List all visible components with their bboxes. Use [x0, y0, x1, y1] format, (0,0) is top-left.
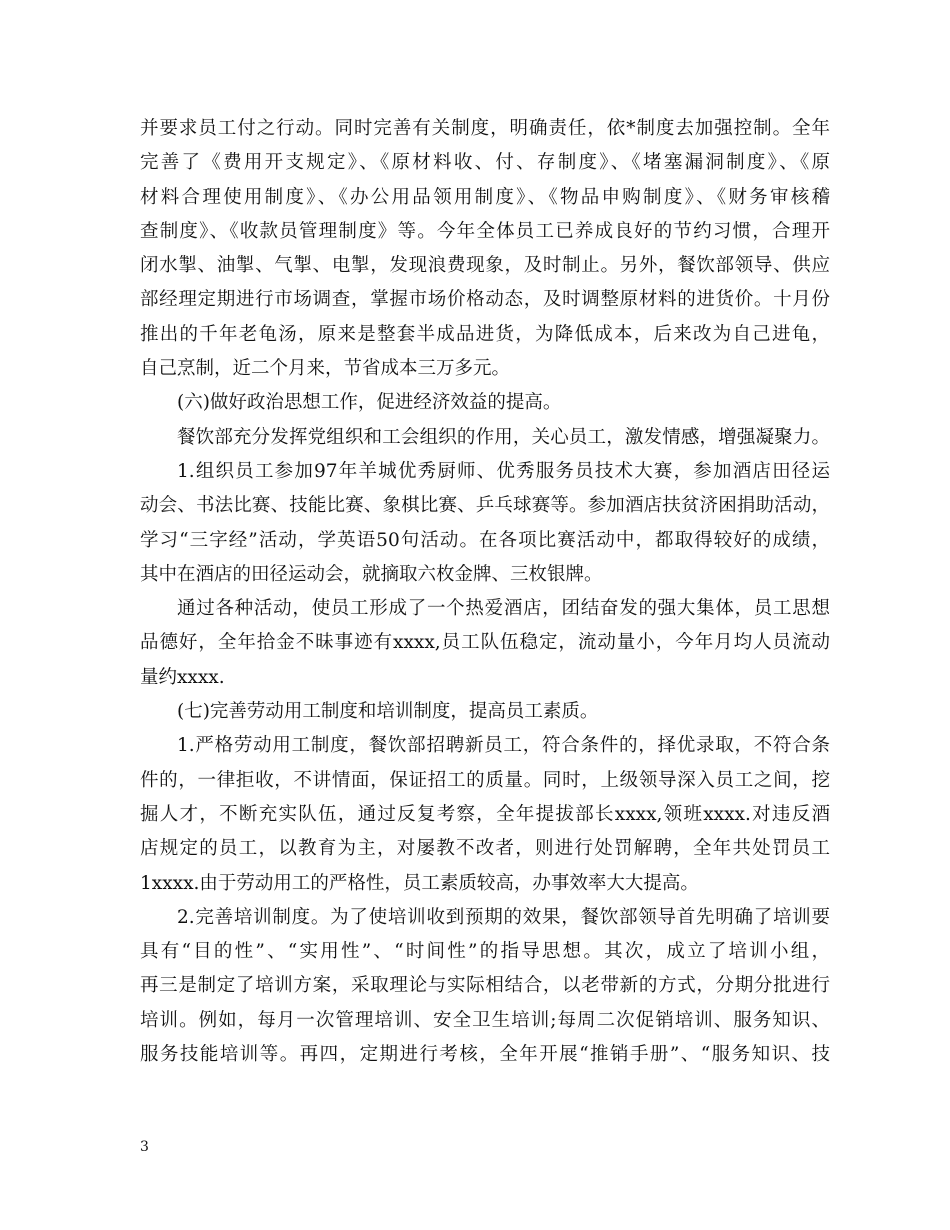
text-line: 具有“目的性”、“实用性”、“时间性”的指导思想。其次，成立了培训小组， [140, 941, 830, 963]
text-line: 再三是制定了培训方案，采取理论与实际相结合，以老带新的方式，分期分批进行 [140, 975, 830, 997]
text-line: 推出的千年老龟汤，原来是整套半成品进货，为降低成本，后来改为自己进龟， [140, 323, 830, 345]
text-line: 2.完善培训制度。为了使培训收到预期的效果，餐饮部领导首先明确了培训要 [177, 906, 830, 928]
text-line: 店规定的员工，以教育为主，对屡教不改者，则进行处罚解聘，全年共处罚员工 [140, 838, 830, 860]
text-line: 1.组织员工参加97年羊城优秀厨师、优秀服务员技术大赛，参加酒店田径运 [177, 460, 830, 482]
text-line: 学习“三字经”活动，学英语50句活动。在各项比赛活动中，都取得较好的成绩， [140, 529, 830, 551]
text-line: 通过各种活动，使员工形成了一个热爱酒店，团结奋发的强大集体，员工思想 [177, 598, 830, 620]
text-line: 部经理定期进行市场调查，掌握市场价格动态，及时调整原材料的进货价。十月份 [140, 289, 830, 311]
text-line: 其中在酒店的田径运动会，就摘取六枚金牌、三枚银牌。 [140, 563, 603, 585]
text-line: 材料合理使用制度》、《办公用品领用制度》、《物品申购制度》、《财务审核稽 [140, 186, 830, 208]
text-line: 1.严格劳动用工制度，餐饮部招聘新员工，符合条件的，择优录取，不符合条 [177, 735, 830, 757]
section-heading: (七)完善劳动用工制度和培训制度，提高员工素质。 [177, 701, 599, 723]
text-line: 餐饮部充分发挥党组织和工会组织的作用，关心员工，激发情感，增强凝聚力。 [177, 426, 830, 448]
text-line: 并要求员工付之行动。同时完善有关制度，明确责任，依*制度去加强控制。全年 [140, 118, 830, 139]
text-line: 品德好，全年拾金不昧事迹有xxxx,员工队伍稳定，流动量小，今年月均人员流动 [140, 632, 830, 654]
text-line: 查制度》、《收款员管理制度》等。今年全体员工已养成良好的节约习惯，合理开 [140, 220, 830, 242]
section-heading: (六)做好政治思想工作，促进经济效益的提高。 [177, 392, 562, 414]
body-text [140, 112, 830, 1072]
page-number: 3 [140, 1139, 149, 1155]
text-line: 1xxxx.由于劳动用工的严格性，员工素质较高，办事效率大大提高。 [140, 872, 699, 894]
text-line: 完善了《费用开支规定》、《原材料收、付、存制度》、《堵塞漏洞制度》、《原 [140, 152, 830, 174]
text-line: 自己烹制，近二个月来，节省成本三万多元。 [140, 358, 511, 380]
text-line: 动会、书法比赛、技能比赛、象棋比赛、乒乓球赛等。参加酒店扶贫济困捐助活动， [140, 495, 830, 517]
text-line: 件的，一律拒收，不讲情面，保证招工的质量。同时，上级领导深入员工之间，挖 [140, 769, 830, 791]
text-line: 量约xxxx. [140, 666, 225, 688]
text-line: 服务技能培训等。再四，定期进行考核，全年开展“推销手册”、“服务知识、技 [140, 1044, 830, 1066]
text-line: 掘人才，不断充实队伍，通过反复考察，全年提拔部长xxxx,领班xxxx.对违反酒 [140, 803, 830, 825]
text-line: 培训。例如，每月一次管理培训、安全卫生培训;每周二次促销培训、服务知识、 [140, 1009, 830, 1031]
text-line: 闭水掣、油掣、气掣、电掣，发现浪费现象，及时制止。另外，餐饮部领导、供应 [140, 255, 830, 277]
